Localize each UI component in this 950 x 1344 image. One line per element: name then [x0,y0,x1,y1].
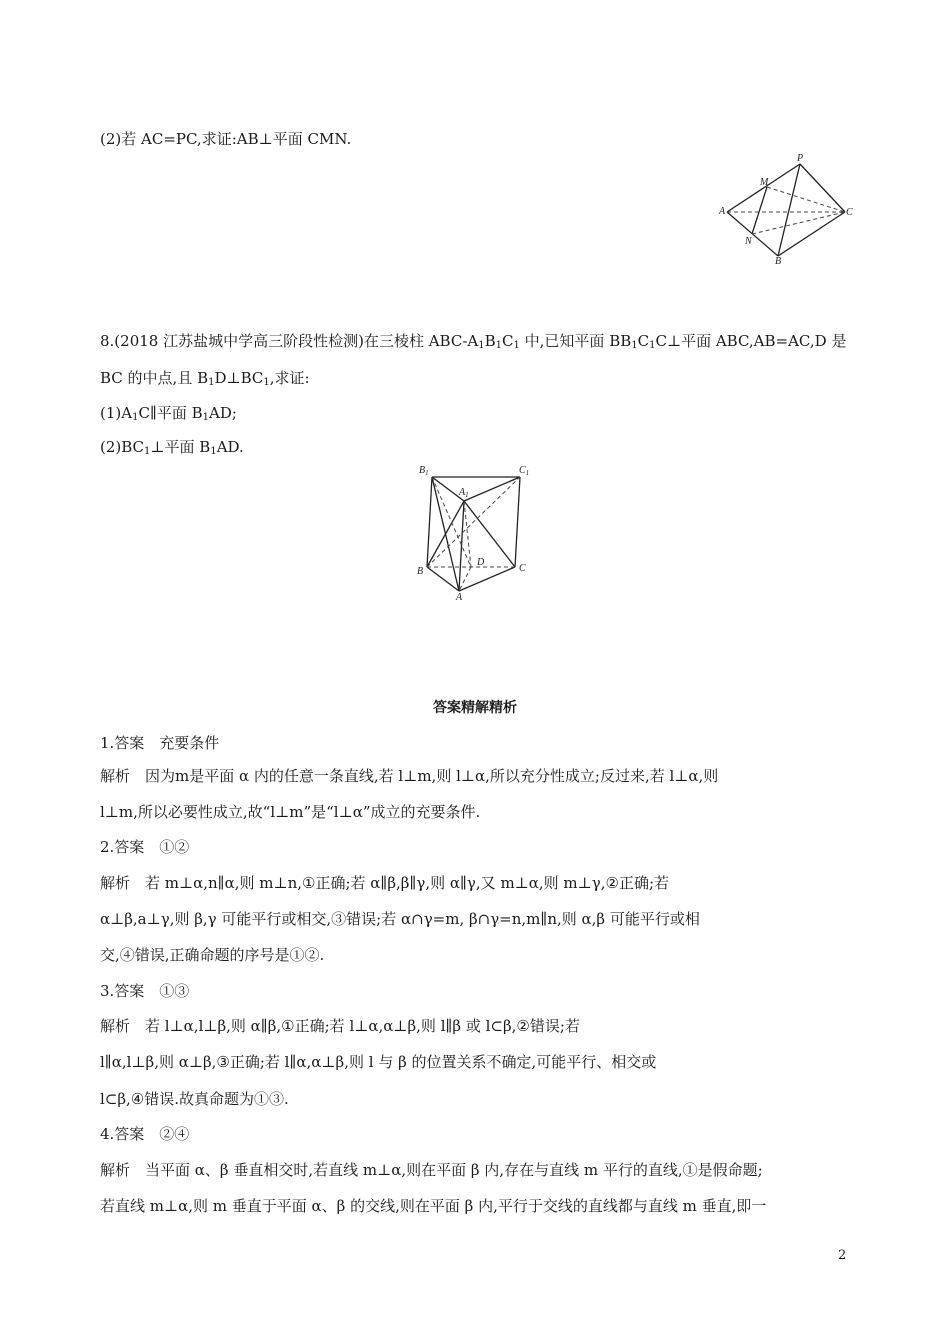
answer-line: α⊥β,a⊥γ,则 β,γ 可能平行或相交,③错误;若 α∩γ=m, β∩γ=n,m∥n,则 α,β 可能平行或相 [100,910,700,928]
label-m: M [760,177,769,188]
answer-line: 若直线 m⊥α,则 m 垂直于平面 α、β 的交线,则在平面 β 内,平行于交线的直线都与直线 m 垂直,即一 [100,1197,767,1215]
label-b1: $B_1$ [419,465,429,477]
label-a1: $A_1$ [459,487,469,499]
answer-line: 解析 若 m⊥α,n∥α,则 m⊥n,①正确;若 α∥β,β∥γ,则 α∥γ,又 m⊥α,则 m⊥γ,②正确;若 [100,874,669,892]
label-n: N [745,236,752,247]
label-c: C [519,563,526,574]
answer-line: 解析 当平面 α、β 垂直相交时,若直线 m⊥α,则在平面 β 内,存在与直线 m 平行的直线,①是假命题; [100,1161,763,1179]
pyramid-figure [715,152,865,264]
q8-part2: $(2)BC_1\perp$平面 $B_1AD$. [100,438,244,457]
page-number: 2 [838,1248,847,1263]
answers-heading: 答案精解精析 [433,700,517,716]
q8-part1: $(1)A_1C\parallel$平面 $B_1AD$; [100,404,237,423]
answer-line: 3.答案 ①③ [100,982,190,1000]
answer-line: l∥α,l⊥β,则 α⊥β,③正确;若 l∥α,α⊥β,则 l 与 β 的位置关系不确定,可能平行、相交或 [100,1053,657,1071]
q7-part2: (2)若 AC=PC,求证:AB⊥平面 CMN. [100,130,352,148]
answer-line: 解析 若 l⊥α,l⊥β,则 α∥β,①正确;若 l⊥α,α⊥β,则 l∥β 或 l⊂β,②错误;若 [100,1017,580,1035]
label-a: A [719,206,726,217]
label-d: D [477,557,485,568]
label-b: B [417,566,424,577]
q8-line2: BC 的中点,且 $B_1D\perp BC_1$,求证: [100,369,310,388]
answer-line: 4.答案 ②④ [100,1125,190,1143]
prism-figure [415,463,540,601]
answer-line: 1.答案 充要条件 [100,734,220,752]
label-p: P [797,153,804,164]
answer-line: 交,④错误,正确命题的序号是①②. [100,946,325,964]
label-c1: $C_1$ [519,465,530,477]
q8-line1: 8.(2018 江苏盐城中学高三阶段性检测)在三棱柱 ABC-$A_1B_1C_1$ 中,已知平面 $BB_1C_1C\perp$平面 ABC,AB=AC,D 是 [100,332,847,351]
answer-line: l⊥m,所以必要性成立,故“l⊥m”是“l⊥α”成立的充要条件. [100,803,481,821]
label-b: B [775,256,782,264]
answer-line: l⊂β,④错误.故真命题为①③. [100,1090,289,1108]
answer-line: 解析 因为m是平面 α 内的任意一条直线,若 l⊥m,则 l⊥α,所以充分性成立;反过来,若 l⊥α,则 [100,767,719,785]
label-a: A [456,592,463,601]
answer-line: 2.答案 ①② [100,838,190,856]
label-c: C [846,207,853,218]
